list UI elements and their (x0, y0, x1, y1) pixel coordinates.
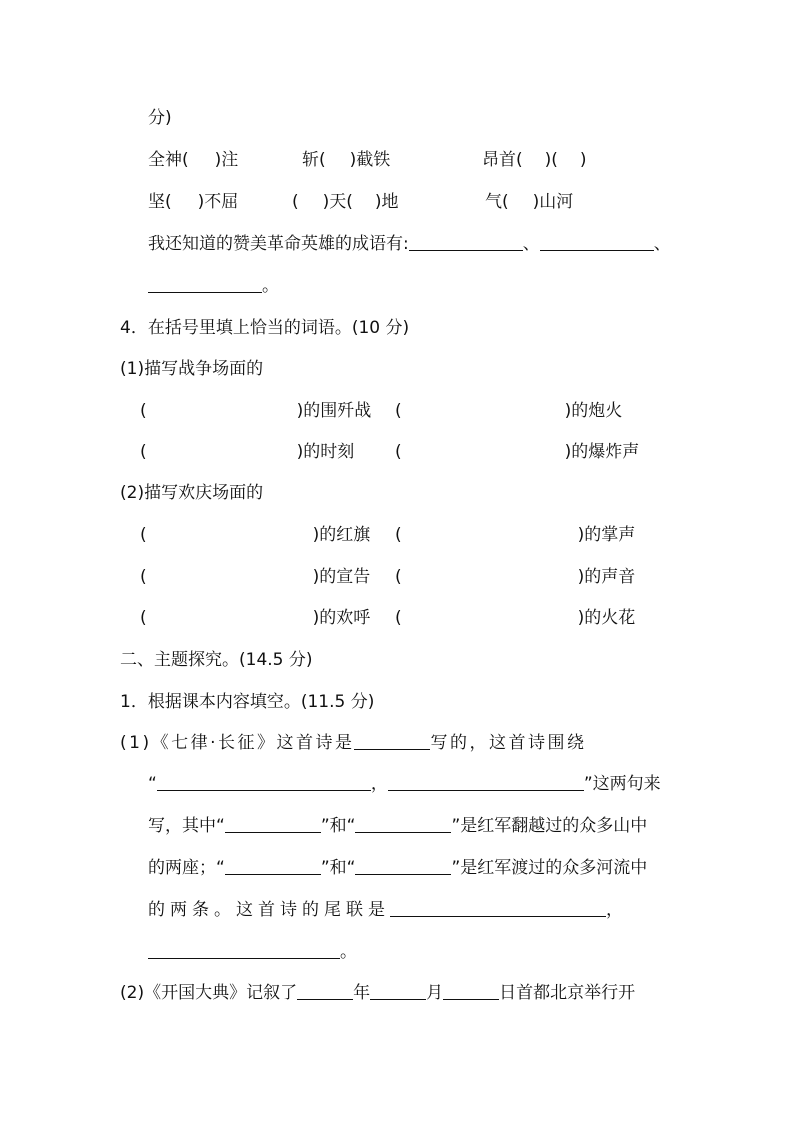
q4-part2-label: (2)描写欢庆场面的 (120, 483, 264, 503)
idiom-text: )天( (322, 192, 353, 212)
fill-item (140, 606, 370, 630)
open-paren: ( (140, 442, 147, 462)
p1-text: 的两条。这首诗的尾联是 (148, 900, 390, 920)
section2-title: 二、主题探究。(14.5 分) (120, 650, 313, 670)
blank-line[interactable] (540, 232, 654, 251)
comma: ， (370, 774, 388, 794)
period: 。 (262, 276, 279, 296)
open-paren: ( (395, 442, 402, 462)
open-paren: ( (395, 608, 402, 628)
s2-q1-title: 1．根据课本内容填空。(11.5 分) (120, 692, 375, 712)
idiom-text: )注 (214, 150, 239, 170)
fill-item-text: )的红旗 (312, 525, 371, 545)
fill-item (140, 399, 371, 423)
p1-text: ”是红军翻越过的众多山中 (451, 816, 648, 836)
open-paren: ( (140, 401, 147, 421)
q4-title: 4．在括号里填上恰当的词语。(10 分) (120, 318, 410, 338)
fill-item-text: )的炮火 (564, 401, 623, 421)
idiom-text: 坚( (148, 192, 172, 212)
idiom-text: 气( (485, 192, 509, 212)
separator: 、 (653, 234, 671, 254)
blank-line[interactable] (370, 981, 426, 1000)
fill-item (395, 565, 635, 589)
period: 。 (340, 942, 357, 962)
fill-item-text: )的围歼战 (296, 401, 372, 421)
p1-text: 写，其中“ (148, 816, 225, 836)
fill-item-text: )的掌声 (577, 525, 636, 545)
blank-line[interactable] (225, 814, 321, 833)
fill-item (395, 440, 639, 464)
open-paren: ( (140, 567, 147, 587)
fill-item-text: )的时刻 (296, 442, 355, 462)
blank-line[interactable] (354, 731, 430, 750)
idiom-text: 全神( (148, 150, 189, 170)
idiom-row-2-b (292, 190, 399, 214)
s2-p1-line1 (120, 731, 586, 755)
idiom-row-1-c (482, 148, 587, 172)
open-paren: ( (395, 401, 402, 421)
idiom-row-1-b (302, 148, 390, 172)
idiom-text: 昂首( (482, 150, 523, 170)
q4-part1-label: (1)描写战争场面的 (120, 359, 264, 379)
fill-item-text: )的爆炸声 (564, 442, 640, 462)
blank-line[interactable] (297, 981, 353, 1000)
fill-item (140, 565, 370, 589)
fill-item (395, 606, 635, 630)
s2-p1-line4 (148, 856, 647, 880)
s2-p1-line5 (148, 898, 628, 922)
s2-p1-line6 (148, 940, 357, 964)
idiom-text: )地 (374, 192, 399, 212)
fill-item (395, 523, 635, 547)
open-paren: ( (140, 525, 147, 545)
fill-item-text: )的宣告 (312, 567, 371, 587)
s2-p1-line3 (148, 814, 647, 838)
idiom-text: )不屈 (197, 192, 239, 212)
p2-text: (2)《开国大典》记叙了 (120, 983, 298, 1003)
idiom-row-1 (148, 148, 238, 172)
p1-text: ”和“ (320, 816, 356, 836)
p1-text: ”是红军渡过的众多河流中 (451, 858, 648, 878)
blank-line[interactable] (355, 856, 451, 875)
fill-item-text: )的欢呼 (312, 608, 371, 628)
open-paren: ( (140, 608, 147, 628)
fill-item-text: )的火花 (577, 608, 636, 628)
blank-line[interactable] (157, 772, 371, 791)
extra-idioms-line (148, 232, 671, 256)
extra-idioms-line-2 (148, 274, 279, 298)
idiom-row-2-c (485, 190, 573, 214)
p2-text: 月 (426, 983, 444, 1003)
blank-line[interactable] (355, 814, 451, 833)
p1-text: 写的，这首诗围绕 (430, 733, 587, 753)
idiom-text: )( (544, 150, 558, 170)
idiom-text: ) (579, 150, 587, 170)
p1-text: ”和“ (320, 858, 356, 878)
blank-line[interactable] (148, 940, 340, 959)
p2-text: 日首都北京举行开 (499, 983, 636, 1003)
fill-item (395, 399, 622, 423)
p2-text: 年 (353, 983, 371, 1003)
s2-p2-line1 (120, 981, 635, 1005)
idiom-row-2 (148, 190, 238, 214)
blank-line[interactable] (225, 856, 321, 875)
fill-item-text: )的声音 (577, 567, 636, 587)
open-paren: ( (395, 567, 402, 587)
fill-item (140, 440, 354, 464)
quote-mark: “ (148, 774, 157, 794)
s2-p1-line2 (148, 772, 661, 796)
comma: ， (606, 900, 628, 920)
p1-text: (1)《七律·长征》这首诗是 (120, 733, 355, 753)
blank-line[interactable] (388, 772, 584, 791)
blank-line[interactable] (148, 274, 262, 293)
separator: 、 (522, 234, 540, 254)
blank-line[interactable] (409, 232, 523, 251)
open-paren: ( (395, 525, 402, 545)
p1-text: ”这两句来 (583, 774, 661, 794)
blank-line[interactable] (443, 981, 499, 1000)
idiom-text: )山河 (532, 192, 574, 212)
fill-item (140, 523, 370, 547)
blank-line[interactable] (390, 898, 606, 917)
idiom-text: ( (292, 192, 299, 212)
idiom-text: 斩( (302, 150, 326, 170)
idiom-text: )截铁 (349, 150, 391, 170)
q3-tail: 分) (148, 108, 172, 128)
extra-idioms-prompt: 我还知道的赞美革命英雄的成语有: (148, 234, 409, 254)
p1-text: 的两座；“ (148, 858, 225, 878)
